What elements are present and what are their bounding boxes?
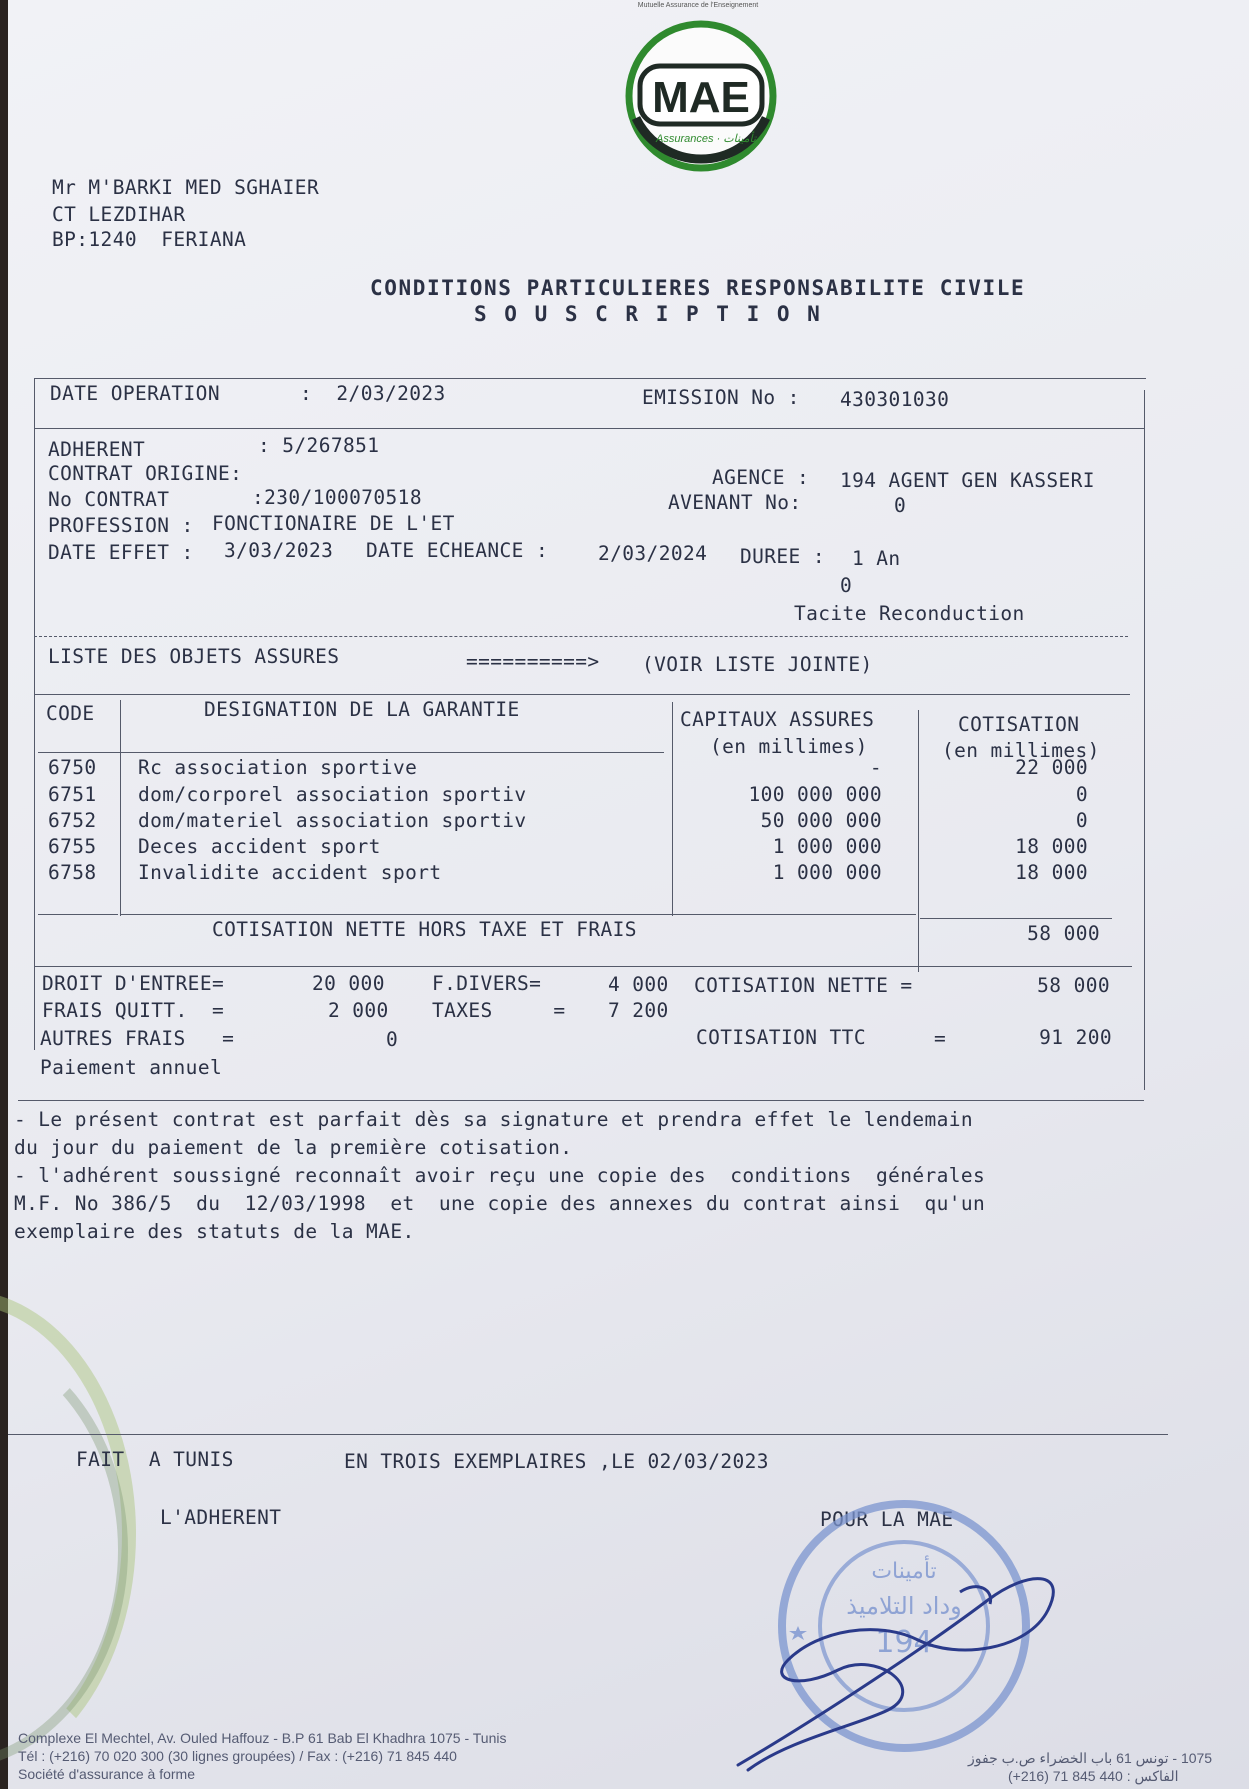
cell-capitaux: -	[869, 756, 882, 779]
cell-code: 6758	[48, 861, 97, 884]
cotisation-nette-label: COTISATION NETTE =	[694, 974, 913, 997]
logo-top-text: Mutuelle Assurance de l'Enseignement	[637, 2, 759, 9]
cotisation-nette-value: 58 000	[1037, 974, 1110, 997]
exemplaires-date: EN TROIS EXEMPLAIRES ,LE 02/03/2023	[344, 1450, 769, 1473]
net-value: 58 000	[1027, 922, 1100, 945]
svg-text:تأمينات: تأمينات	[871, 1559, 937, 1584]
date-effet-label: DATE EFFET :	[48, 541, 194, 564]
cell-designation: dom/materiel association sportiv	[138, 809, 527, 832]
col-header-cotisation-unit: (en millimes)	[942, 739, 1100, 762]
profession-label: PROFESSION :	[48, 514, 194, 537]
net-label: COTISATION NETTE HORS TAXE ET FRAIS	[212, 918, 637, 941]
droit-entree-value: 20 000	[312, 972, 385, 995]
no-contrat-label: No CONTRAT	[48, 488, 170, 511]
clause-line-1: - Le présent contrat est parfait dès sa signature et prendra effet le lendemain	[14, 1108, 974, 1131]
document-page	[8, 0, 1249, 1789]
cell-designation: Invalidite accident sport	[138, 861, 442, 884]
svg-text:MAE: MAE	[652, 73, 750, 122]
mae-logo-icon	[606, 8, 796, 178]
mae-logo	[606, 2, 796, 178]
cell-capitaux: 100 000 000	[748, 783, 882, 806]
no-contrat-value: :230/100070518	[252, 486, 422, 509]
footer-phone-ar: الفاكس : 440 845 71 (216+)	[1008, 1768, 1179, 1784]
agence-label: AGENCE :	[712, 466, 810, 489]
objets-arrow: ==========>	[466, 650, 600, 673]
clause-line-5: exemplaire des statuts de la MAE.	[14, 1220, 415, 1243]
emission-label: EMISSION No :	[642, 386, 800, 409]
profession-value: FONCTIONAIRE DE L'ET	[212, 512, 455, 535]
avenant-value: 0	[894, 494, 907, 517]
col-header-capitaux: CAPITAUX ASSURES	[680, 708, 875, 731]
duree-value: 1 An	[852, 547, 901, 570]
paiement-annuel: Paiement annuel	[40, 1056, 223, 1079]
cell-code: 6751	[48, 783, 97, 806]
cell-cotisation: 18 000	[1015, 861, 1088, 884]
cell-capitaux: 1 000 000	[772, 861, 882, 884]
objets-label: LISTE DES OBJETS ASSURES	[48, 645, 340, 668]
col-header-cotisation: COTISATION	[958, 713, 1080, 736]
clause-line-4: M.F. No 386/5 du 12/03/1998 et une copie des annexes du contrat ainsi qu'un	[14, 1192, 986, 1215]
fait-a-tunis: FAIT A TUNIS	[76, 1448, 234, 1471]
date-echeance-label: DATE ECHEANCE :	[366, 539, 549, 562]
cotisation-ttc-value: 91 200	[1039, 1026, 1112, 1049]
frais-quitt-label: FRAIS QUITT. =	[42, 999, 225, 1022]
cell-designation: Deces accident sport	[138, 835, 381, 858]
emission-value: 430301030	[840, 388, 950, 411]
col-header-designation: DESIGNATION DE LA GARANTIE	[204, 698, 520, 721]
adherent-value: : 5/267851	[258, 434, 380, 457]
clause-line-3: - l'adhérent soussigné reconnaît avoir reçu une copie des conditions générales	[14, 1164, 986, 1187]
cell-designation: dom/corporel association sportiv	[138, 783, 527, 806]
cell-code: 6755	[48, 835, 97, 858]
taxes-value: 7 200	[608, 999, 669, 1022]
col-header-code: CODE	[46, 702, 95, 725]
addressee-name: Mr M'BARKI MED SGHAIER	[52, 176, 320, 199]
svg-text:Assurances · تأمينات: Assurances · تأمينات	[656, 133, 756, 145]
decorative-arc	[0, 1330, 128, 1770]
cell-cotisation: 18 000	[1015, 835, 1088, 858]
date-operation-label: DATE OPERATION	[50, 382, 220, 405]
pour-mae-label: POUR LA MAE	[820, 1508, 954, 1531]
cell-code: 6750	[48, 756, 97, 779]
footer-address-fr: Complexe El Mechtel, Av. Ouled Haffouz - B.P 61 Bab El Khadhra 1075 - Tunis	[18, 1730, 507, 1746]
document-title: CONDITIONS PARTICULIERES RESPONSABILITE CIVILE	[370, 276, 1026, 300]
autres-frais-value: 0	[386, 1028, 399, 1051]
taxes-label: TAXES =	[432, 999, 566, 1022]
frais-divers-label: F.DIVERS=	[432, 972, 542, 995]
cell-cotisation: 22 000	[1015, 756, 1088, 779]
col-header-capitaux-unit: (en millimes)	[710, 735, 868, 758]
clause-line-2: du jour du paiement de la première cotisation.	[14, 1136, 573, 1159]
date-echeance-value: 2/03/2024	[598, 542, 708, 565]
adherent-label: ADHERENT	[48, 438, 146, 461]
avenant-label: AVENANT No:	[668, 491, 802, 514]
addressee-city: BP:1240 FERIANA	[52, 228, 247, 251]
autres-frais-label: AUTRES FRAIS =	[40, 1027, 235, 1050]
addressee-street: CT LEZDIHAR	[52, 203, 186, 226]
date-effet-value: 3/03/2023	[224, 539, 334, 562]
footer-phone-fr: Tél : (+216) 70 020 300 (30 lignes groupées) / Fax : (+216) 71 845 440	[18, 1748, 457, 1764]
duree-label: DUREE :	[740, 545, 825, 568]
stamp-number: 194	[875, 1625, 933, 1660]
tacite-reconduction: Tacite Reconduction	[794, 602, 1025, 625]
frais-quitt-value: 2 000	[328, 999, 389, 1022]
svg-text:وداد التلاميذ: وداد التلاميذ	[846, 1592, 962, 1620]
cell-capitaux: 1 000 000	[772, 835, 882, 858]
frais-divers-value: 4 000	[608, 973, 669, 996]
cotisation-ttc-eq: =	[934, 1027, 947, 1050]
document-subtitle: S O U S C R I P T I O N	[474, 302, 823, 326]
contrat-origine-label: CONTRAT ORIGINE:	[48, 462, 243, 485]
cell-cotisation: 0	[1075, 809, 1088, 832]
extra-zero: 0	[840, 574, 853, 597]
footer-company-fr: Société d'assurance à forme	[18, 1766, 195, 1782]
cell-designation: Rc association sportive	[138, 756, 418, 779]
cell-capitaux: 50 000 000	[760, 809, 882, 832]
droit-entree-label: DROIT D'ENTREE=	[42, 972, 225, 995]
adherent-signature-label: L'ADHERENT	[160, 1506, 282, 1529]
date-operation-value: : 2/03/2023	[300, 382, 446, 405]
objets-value: (VOIR LISTE JOINTE)	[642, 653, 873, 676]
cell-code: 6752	[48, 809, 97, 832]
cell-cotisation: 0	[1075, 783, 1088, 806]
cotisation-ttc-label: COTISATION TTC	[696, 1026, 866, 1049]
footer-address-ar: 1075 - تونس 61 باب الخضراء ص.ب جفوز	[968, 1750, 1213, 1766]
handwritten-signature-icon	[728, 1540, 1088, 1780]
agence-value: 194 AGENT GEN KASSERI	[840, 469, 1095, 492]
